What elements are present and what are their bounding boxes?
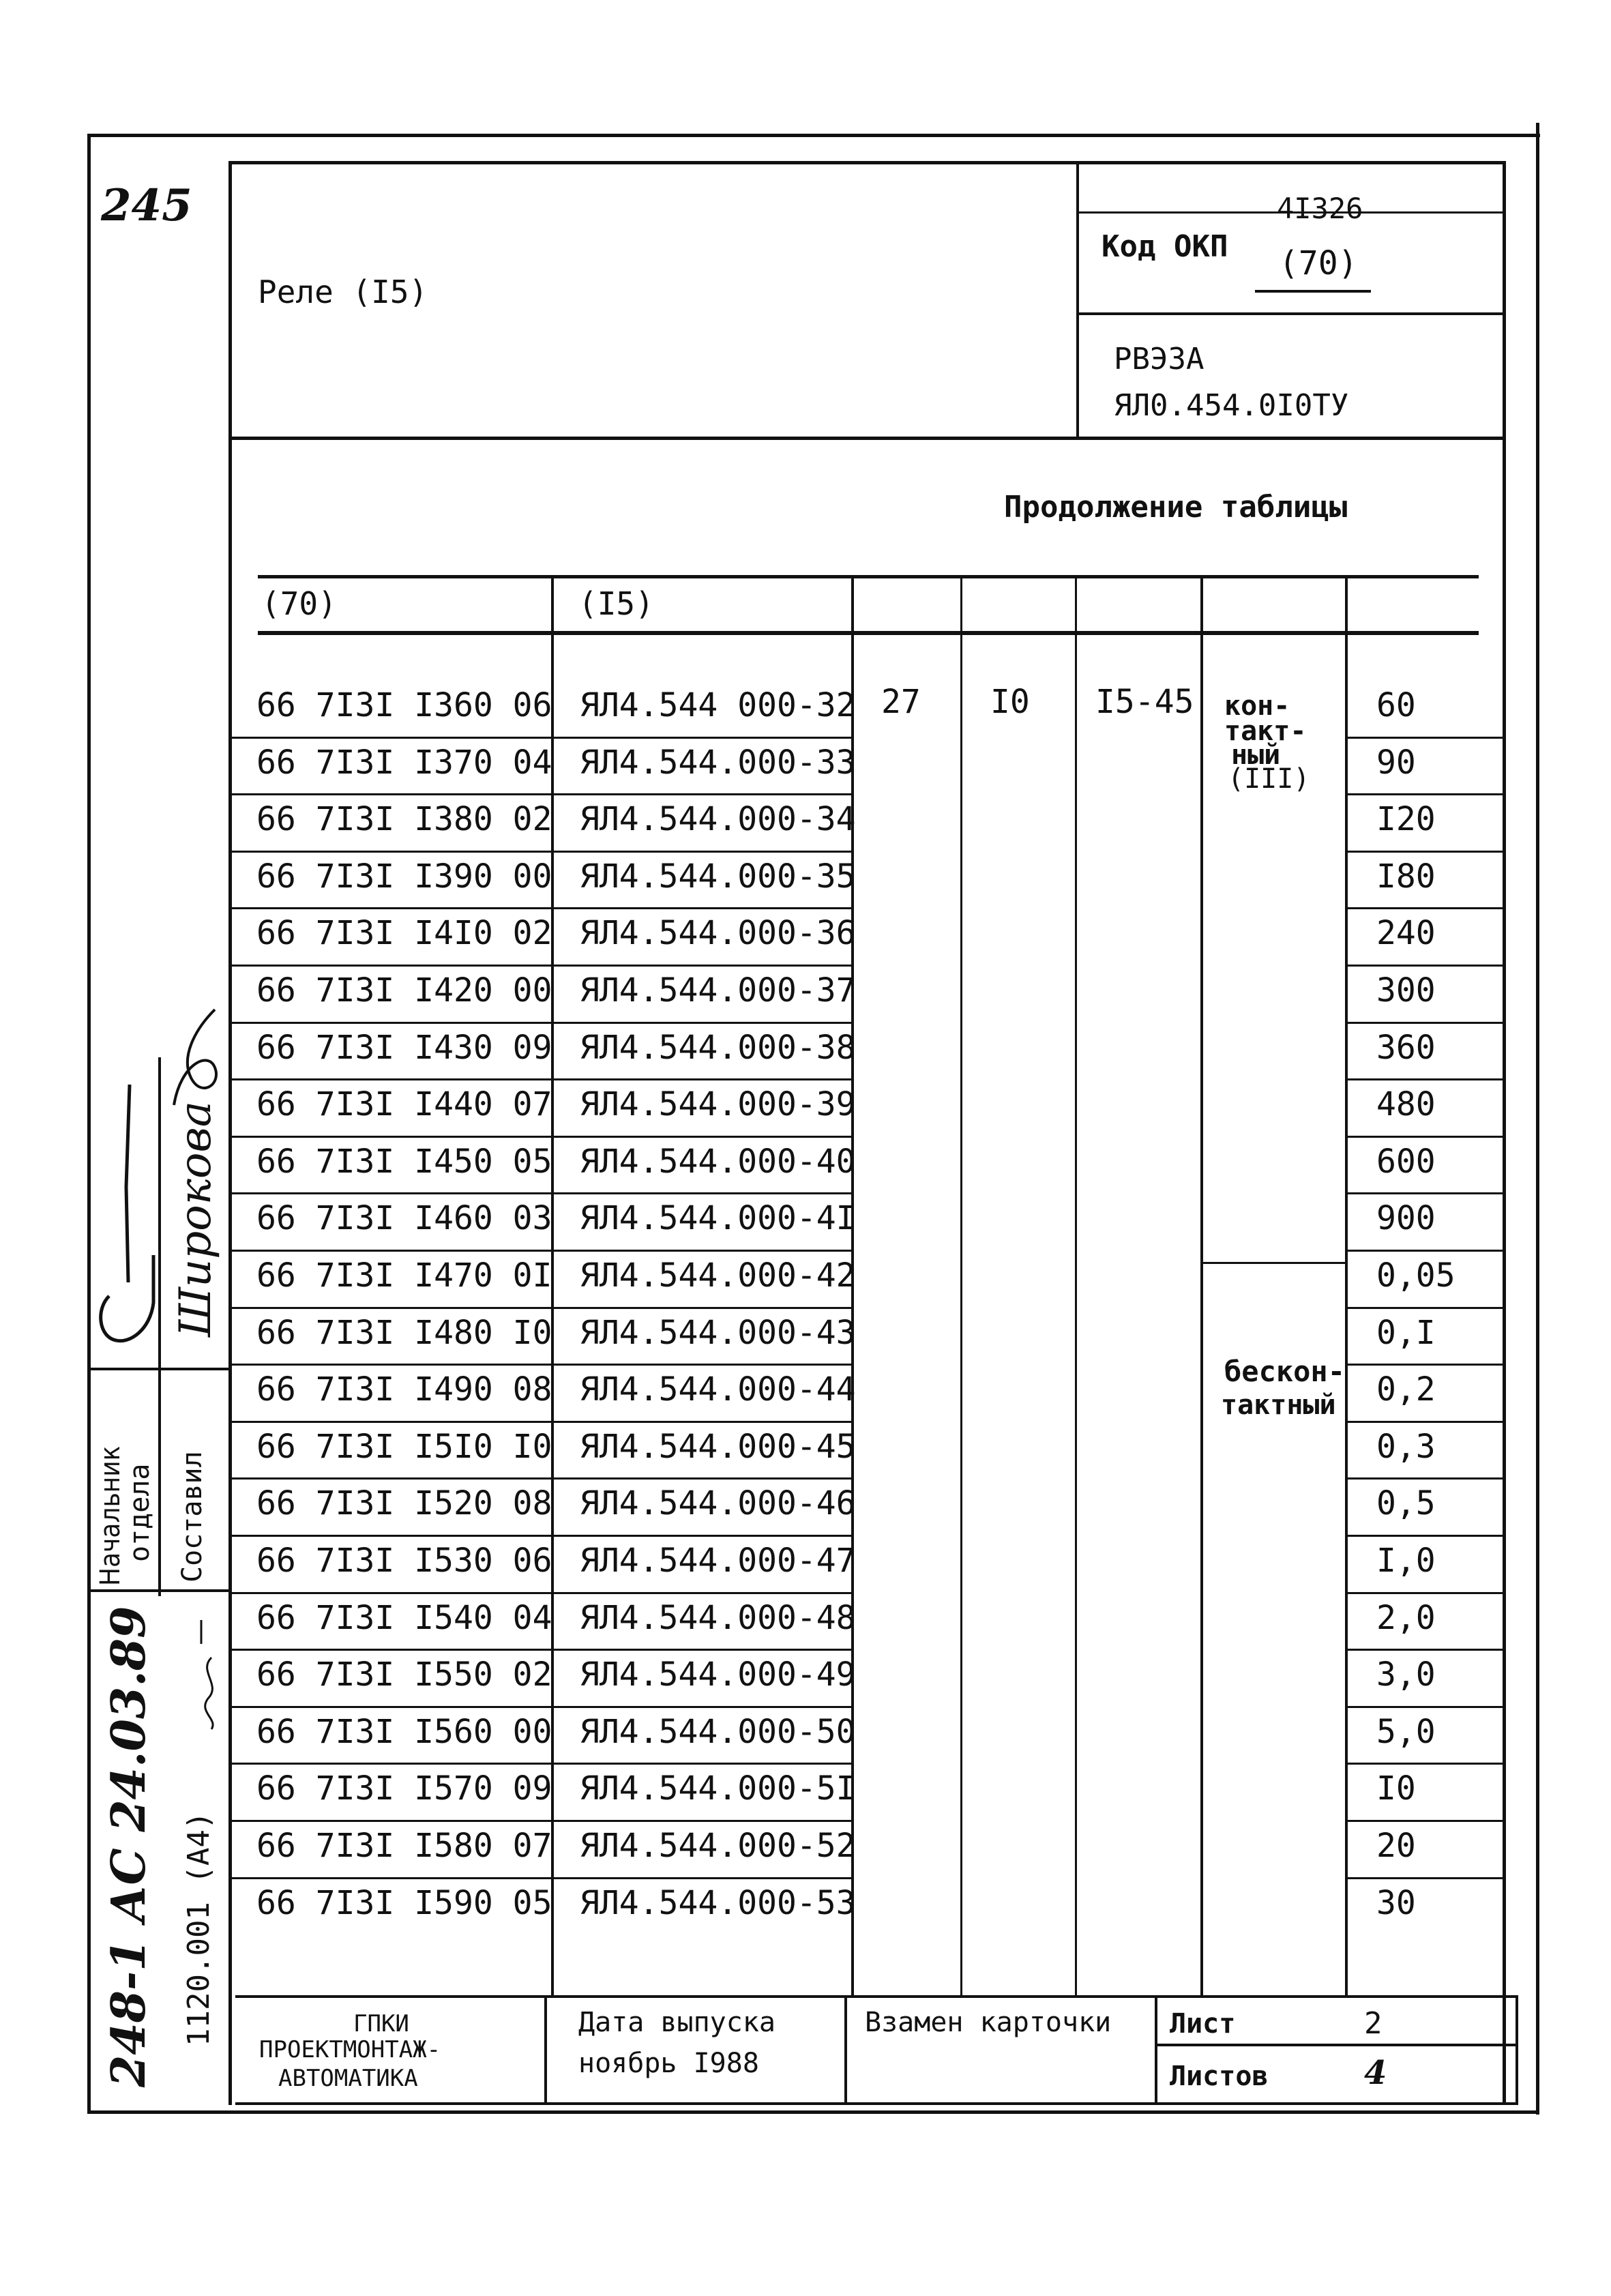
row-value: 3,0 xyxy=(1376,1655,1436,1694)
row-designation: ЯЛ4.544.000-43 xyxy=(580,1314,856,1352)
table-header-rule xyxy=(258,631,1479,635)
row-rule-right xyxy=(1346,1421,1505,1423)
row-okp-code: 66 7I3I I580 07 xyxy=(256,1827,552,1865)
row-okp-code: 66 7I3I I370 04 xyxy=(256,744,552,782)
row-designation: ЯЛ4.544.000-39 xyxy=(580,1085,856,1123)
col-sep-5 xyxy=(1200,575,1203,1995)
row-okp-code: 66 7I3I I430 09 xyxy=(256,1029,552,1067)
header-bottom xyxy=(228,437,1505,440)
row-value: 0,3 xyxy=(1376,1428,1436,1466)
continuation-label: Продолжение таблицы xyxy=(1004,490,1348,525)
row-rule-left xyxy=(228,1421,853,1423)
row-rule-left xyxy=(228,1307,853,1309)
row-designation: ЯЛ4.544.000-52 xyxy=(580,1827,856,1865)
row-designation: ЯЛ4.544.000-5I xyxy=(580,1769,856,1808)
sheets-value: 4 xyxy=(1364,2054,1387,2092)
footer-right xyxy=(1516,1995,1518,2105)
row-okp-code: 66 7I3I I450 05 xyxy=(256,1143,552,1181)
row-rule-left xyxy=(228,1535,853,1537)
row-value: 0,05 xyxy=(1376,1256,1455,1295)
row-designation: ЯЛ4.544.000-34 xyxy=(580,800,856,838)
row-rule-left xyxy=(228,965,853,967)
footer-sep-3 xyxy=(1155,1995,1157,2105)
issue-label: Дата выпуска xyxy=(578,2007,775,2038)
spec-ref: ЯЛ0.454.0I0ТУ xyxy=(1114,388,1349,423)
row-rule-left xyxy=(228,793,853,795)
row-value: 600 xyxy=(1376,1143,1436,1181)
row-value: 0,I xyxy=(1376,1314,1436,1352)
row-rule-left xyxy=(228,1820,853,1822)
row-value: 2,0 xyxy=(1376,1599,1436,1637)
col-sep-3 xyxy=(960,575,962,1995)
row-value: 480 xyxy=(1376,1085,1436,1123)
row-1-voltage: 27 xyxy=(881,683,921,721)
row-designation: ЯЛ4.544.000-4I xyxy=(580,1199,856,1237)
row-value: 60 xyxy=(1376,686,1416,724)
frame-right xyxy=(1536,123,1539,2115)
replaces-label: Взамен карточки xyxy=(865,2007,1112,2038)
row-value: I,0 xyxy=(1376,1542,1436,1580)
side-head-label-1: Начальник xyxy=(95,1445,126,1586)
row-rule-right xyxy=(1346,1307,1505,1309)
row-value: 0,5 xyxy=(1376,1484,1436,1522)
col-sep-6 xyxy=(1345,575,1348,1995)
row-1-current: I0 xyxy=(990,683,1030,721)
row-rule-left xyxy=(228,1649,853,1651)
footer-org-line-2: ПРОЕКТМОНТАЖ- xyxy=(259,2036,441,2063)
row-rule-right xyxy=(1346,1364,1505,1366)
okp-code-underline xyxy=(1255,290,1371,293)
row-value: I80 xyxy=(1376,857,1436,896)
row-rule-right xyxy=(1346,1592,1505,1594)
row-rule-right xyxy=(1346,1763,1505,1765)
row-rule-left xyxy=(228,1364,853,1366)
row-okp-code: 66 7I3I I590 05 xyxy=(256,1884,552,1922)
side-head-label-2: отдела xyxy=(124,1463,156,1562)
row-1-range: I5-45 xyxy=(1095,683,1194,721)
row-rule-left xyxy=(228,1078,853,1080)
row-designation: ЯЛ4.544.000-49 xyxy=(580,1655,856,1694)
frame-bottom xyxy=(87,2110,1539,2114)
row-rule-left xyxy=(228,1022,853,1024)
row-okp-code: 66 7I3I I390 00 xyxy=(256,857,552,896)
row-okp-code: 66 7I3I I520 08 xyxy=(256,1484,552,1522)
row-value: 240 xyxy=(1376,914,1436,952)
card-left xyxy=(228,161,232,2105)
side-form-code: 1120.001 (А4) xyxy=(181,1811,216,2046)
okp-label: Код ОКП xyxy=(1102,229,1228,264)
row-okp-code: 66 7I3I I360 06 xyxy=(256,686,552,724)
row-designation: ЯЛ4.544.000-36 xyxy=(580,914,856,952)
row-okp-code: 66 7I3I I4I0 02 xyxy=(256,914,552,952)
row-value: 900 xyxy=(1376,1199,1436,1237)
sheets-label: Листов xyxy=(1170,2061,1269,2092)
row-rule-left xyxy=(228,1477,853,1480)
row-designation: ЯЛ4.544.000-44 xyxy=(580,1370,856,1409)
row-value: I20 xyxy=(1376,800,1436,838)
contactless-line-1: бескон- xyxy=(1224,1355,1346,1388)
signature-head-scribble xyxy=(89,1078,164,1364)
row-okp-code: 66 7I3I I490 08 xyxy=(256,1370,552,1409)
product-title: Реле (I5) xyxy=(258,274,428,310)
side-reg-note: 248-1 АС 24.03.89 xyxy=(102,1606,156,2087)
row-okp-code: 66 7I3I I470 0I xyxy=(256,1256,552,1295)
footer-sheet-rule xyxy=(1156,2044,1518,2046)
row-rule-right xyxy=(1346,851,1505,853)
okp-code: (70) xyxy=(1279,244,1358,282)
row-rule-right xyxy=(1346,1877,1505,1879)
footer-org-line-1: ГПКИ xyxy=(353,2010,409,2037)
row-okp-code: 66 7I3I I440 07 xyxy=(256,1085,552,1123)
contact-type-line-3: ный xyxy=(1231,739,1281,771)
row-designation: ЯЛ4.544.000-38 xyxy=(580,1029,856,1067)
side-compiled-label: Составил xyxy=(177,1451,208,1583)
row-okp-code: 66 7I3I I5I0 I0 xyxy=(256,1428,552,1466)
row-rule-right xyxy=(1346,1192,1505,1194)
header-col-okp: (70) xyxy=(261,585,337,622)
row-designation: ЯЛ4.544.000-35 xyxy=(580,857,856,896)
row-designation: ЯЛ4.544.000-37 xyxy=(580,971,856,1010)
row-value: 20 xyxy=(1376,1827,1416,1865)
row-designation: ЯЛ4.544 000-32 xyxy=(580,686,856,724)
row-designation: ЯЛ4.544.000-40 xyxy=(580,1143,856,1181)
row-okp-code: 66 7I3I I540 04 xyxy=(256,1599,552,1637)
row-rule-right xyxy=(1346,1250,1505,1252)
row-rule-left xyxy=(228,907,853,909)
row-rule-right xyxy=(1346,737,1505,739)
row-designation: ЯЛ4.544.000-45 xyxy=(580,1428,856,1466)
col-sep-4 xyxy=(1075,575,1077,1995)
row-rule-right xyxy=(1346,1649,1505,1651)
row-value: 30 xyxy=(1376,1884,1416,1922)
row-rule-right xyxy=(1346,907,1505,909)
row-okp-code: 66 7I3I I420 00 xyxy=(256,971,552,1010)
row-value: 90 xyxy=(1376,744,1416,782)
header-divider xyxy=(1076,161,1079,439)
header-col-code: (I5) xyxy=(578,585,654,622)
row-designation: ЯЛ4.544.000-47 xyxy=(580,1542,856,1580)
row-rule-left xyxy=(228,1877,853,1879)
signature-compiled-scribble xyxy=(153,1003,228,1119)
row-rule-right xyxy=(1346,1535,1505,1537)
row-okp-code: 66 7I3I I530 06 xyxy=(256,1542,552,1580)
footer-sep-2 xyxy=(844,1995,847,2105)
row-rule-left xyxy=(228,1250,853,1252)
row-okp-code: 66 7I3I I560 00 xyxy=(256,1713,552,1751)
row-okp-code: 66 7I3I I570 09 xyxy=(256,1769,552,1808)
contact-type-line-2: такт- xyxy=(1224,716,1307,747)
contactless-group-rule xyxy=(1202,1262,1348,1264)
row-okp-code: 66 7I3I I380 02 xyxy=(256,800,552,838)
side-signature-name: Широкова xyxy=(171,1101,221,1337)
row-value: 5,0 xyxy=(1376,1713,1436,1751)
row-rule-left xyxy=(228,1763,853,1765)
row-rule-left xyxy=(228,1136,853,1138)
row-designation: ЯЛ4.544.000-42 xyxy=(580,1256,856,1295)
row-rule-left xyxy=(228,1192,853,1194)
contactless-line-2: тактный xyxy=(1221,1389,1336,1421)
row-value: 0,2 xyxy=(1376,1370,1436,1409)
row-okp-code: 66 7I3I I480 I0 xyxy=(256,1314,552,1352)
okp-number: 4I326 xyxy=(1277,192,1363,225)
row-designation: ЯЛ4.544.000-48 xyxy=(580,1599,856,1637)
row-designation: ЯЛ4.544.000-53 xyxy=(580,1884,856,1922)
sheet-value: 2 xyxy=(1364,2006,1383,2041)
row-rule-left xyxy=(228,1706,853,1708)
footer-top-rule xyxy=(235,1995,1518,1998)
frame-top xyxy=(87,134,1540,137)
card-top xyxy=(228,161,1505,164)
row-rule-right xyxy=(1346,793,1505,795)
manufacturer: РВЭЗА xyxy=(1114,342,1204,377)
row-rule-right xyxy=(1346,1136,1505,1138)
signature-date-scribble xyxy=(194,1617,228,1733)
row-okp-code: 66 7I3I I550 02 xyxy=(256,1655,552,1694)
row-value: I0 xyxy=(1376,1769,1416,1808)
row-okp-code: 66 7I3I I460 03 xyxy=(256,1199,552,1237)
footer-org-line-3: АВТОМАТИКА xyxy=(278,2065,418,2092)
card-right xyxy=(1503,161,1506,2105)
row-rule-right xyxy=(1346,1078,1505,1080)
row-rule-left xyxy=(228,1592,853,1594)
footer-sep-1 xyxy=(544,1995,547,2105)
row-designation: ЯЛ4.544.000-50 xyxy=(580,1713,856,1751)
row-designation: ЯЛ4.544.000-33 xyxy=(580,744,856,782)
row-rule-right xyxy=(1346,1477,1505,1480)
row-rule-left xyxy=(228,851,853,853)
contact-type-line-4: (III) xyxy=(1228,763,1310,795)
card-bottom xyxy=(235,2102,1518,2105)
row-rule-left xyxy=(228,737,853,739)
row-rule-right xyxy=(1346,1706,1505,1708)
row-rule-right xyxy=(1346,1820,1505,1822)
issue-date: ноябрь I988 xyxy=(578,2048,759,2079)
okp-bottom-line xyxy=(1078,312,1505,315)
table-top-rule xyxy=(258,575,1479,578)
contact-type-line-1: кон- xyxy=(1224,690,1290,722)
sheet-label: Лист xyxy=(1170,2008,1236,2040)
row-value: 300 xyxy=(1376,971,1436,1010)
row-rule-right xyxy=(1346,1022,1505,1024)
row-designation: ЯЛ4.544.000-46 xyxy=(580,1484,856,1522)
row-value: 360 xyxy=(1376,1029,1436,1067)
page-number: 245 xyxy=(101,180,192,231)
row-rule-right xyxy=(1346,965,1505,967)
